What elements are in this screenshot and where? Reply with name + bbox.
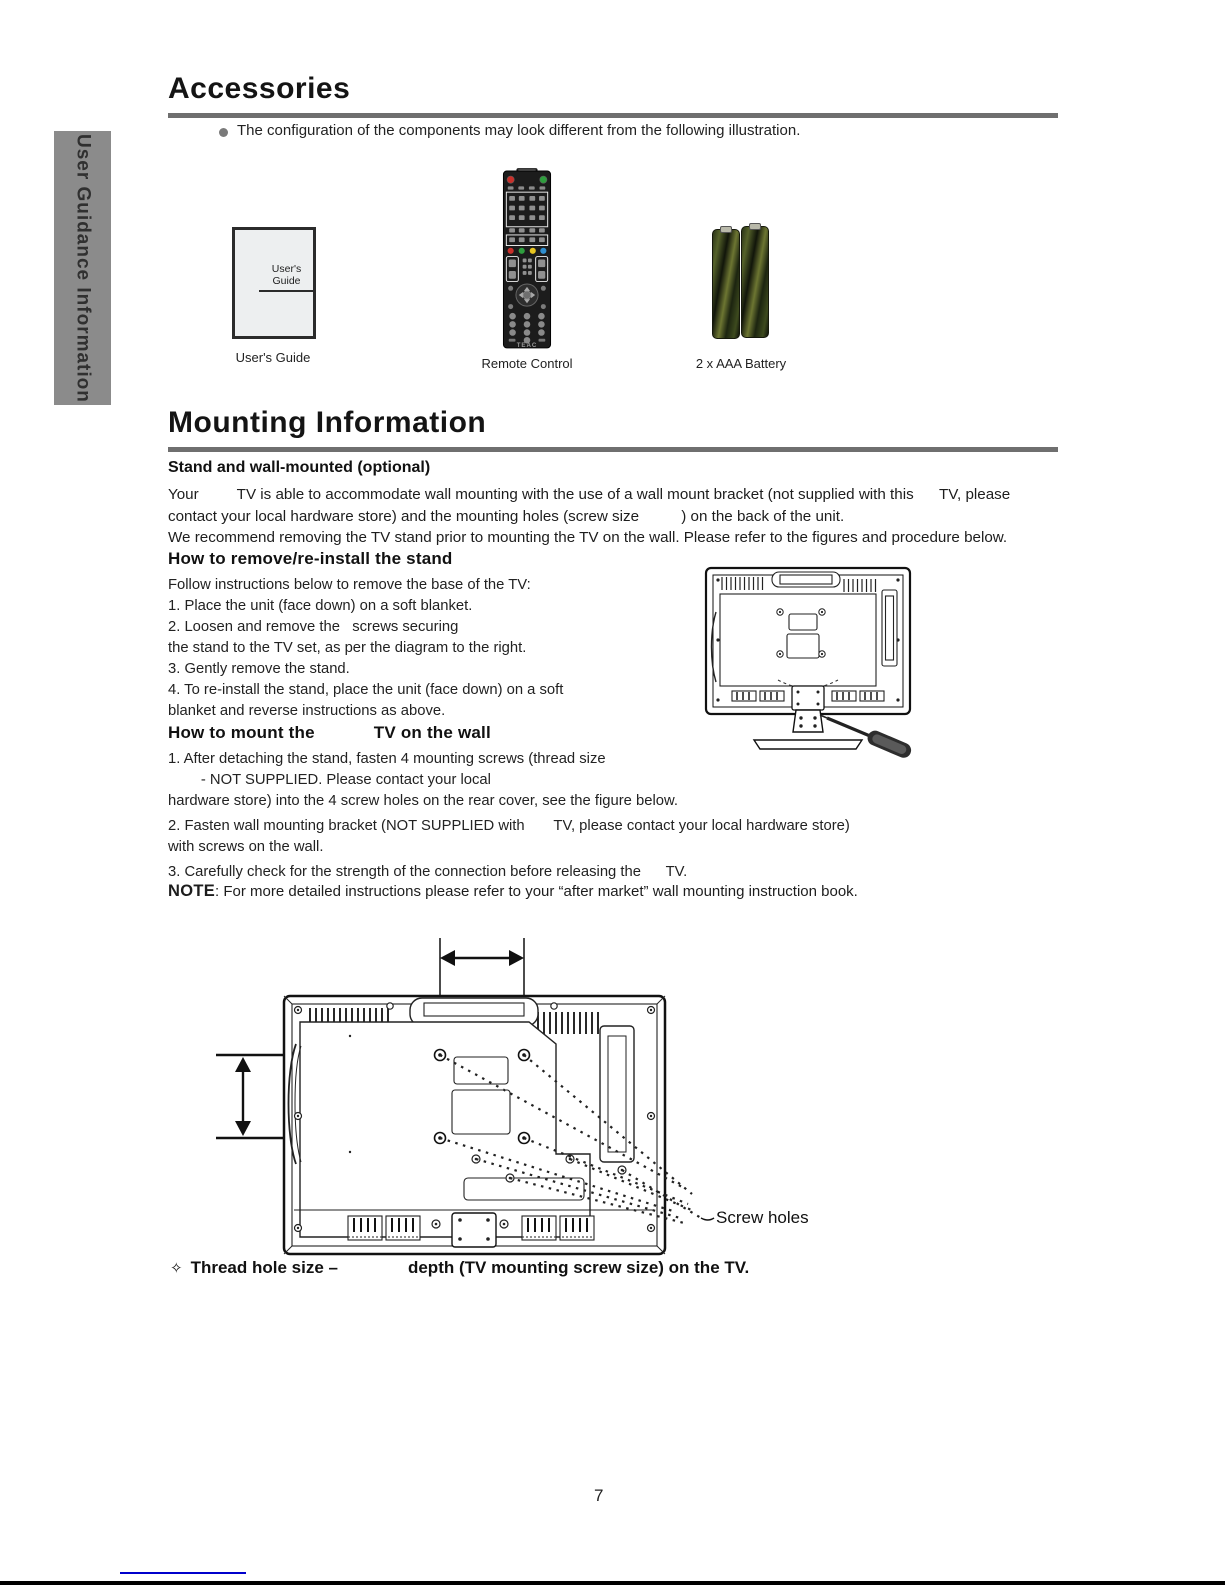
stand-removal-diagram (692, 552, 928, 758)
battery-image (712, 226, 770, 338)
users-guide-image (232, 227, 316, 339)
page-bottom-rule (0, 1581, 1225, 1585)
remote-brand-text: TEAC (516, 341, 538, 349)
diamond-icon: ✧ (170, 1260, 183, 1277)
footer-link-underline[interactable] (120, 1572, 246, 1574)
accessories-heading: Accessories (168, 72, 1058, 118)
bullet-icon (219, 128, 228, 137)
accessories-note: The configuration of the components may look different from the following illustration. (237, 122, 801, 139)
remove-stand-steps: Follow instructions below to remove the base of the TV: 1. Place the unit (face down) on a soft blanket. 2. Loosen and remove the screws securing the stand to the TV set, as per the diagram to the right. 3. Gently remove the stand. 4. To re-install the stand, place the unit (face down) on a soft blanket and reverse instructions as above. (168, 577, 564, 719)
thread-hole-note: ✧ Thread hole size – depth (TV mounting screw size) on the TV. (170, 1258, 750, 1277)
sidebar-tab-user-guidance (54, 131, 111, 405)
screw-holes-label: Screw holes (716, 1208, 809, 1227)
mounting-intro: Your TV is able to accommodate wall mounting with the use of a wall mount bracket (not supplied with this TV, please contact your local hardware store) and the mounting holes (screw size ) on the back of the unit. We recommend removing the TV stand prior to mounting the TV on the wall. Please refer to the figures and procedure below. (168, 486, 1011, 546)
users-guide-label: User's Guide (235, 350, 311, 365)
tv-rear-diagram (214, 926, 816, 1262)
power-button-icon (507, 176, 514, 183)
remote-control-image (502, 164, 552, 353)
sidebar-tab-label: User Guidance Information (72, 133, 94, 403)
remove-stand-subheading: How to remove/re-install the stand (168, 549, 453, 568)
page-number: 7 (594, 1486, 604, 1505)
mounting-heading: Mounting Information (168, 406, 1058, 452)
users-guide-cover-text: User's Guide (259, 263, 314, 292)
wall-mount-subheading: How to mount the TV on the wall (168, 723, 491, 742)
remote-control-label: Remote Control (481, 356, 573, 371)
stand-subheading: Stand and wall-mounted (optional) (168, 459, 431, 476)
battery-label: 2 x AAA Battery (695, 356, 787, 371)
note-label: NOTE (168, 882, 216, 900)
wall-mount-steps: 1. After detaching the stand, fasten 4 mounting screws (thread size - NOT SUPPLIED. Please contact your local hardware store) into the 4 screw holes on the rear cover, see the figure below. 2. Fasten wall mounting bracket (NOT SUPPLIED with TV, please contact your local hardware store) with screws on the wall. 3. Carefully check for the strength of the connection before releasing the TV. (168, 751, 850, 880)
note-line: NOTE: For more detailed instructions please refer to your “after market” wall mounting instruction book. (168, 882, 858, 900)
